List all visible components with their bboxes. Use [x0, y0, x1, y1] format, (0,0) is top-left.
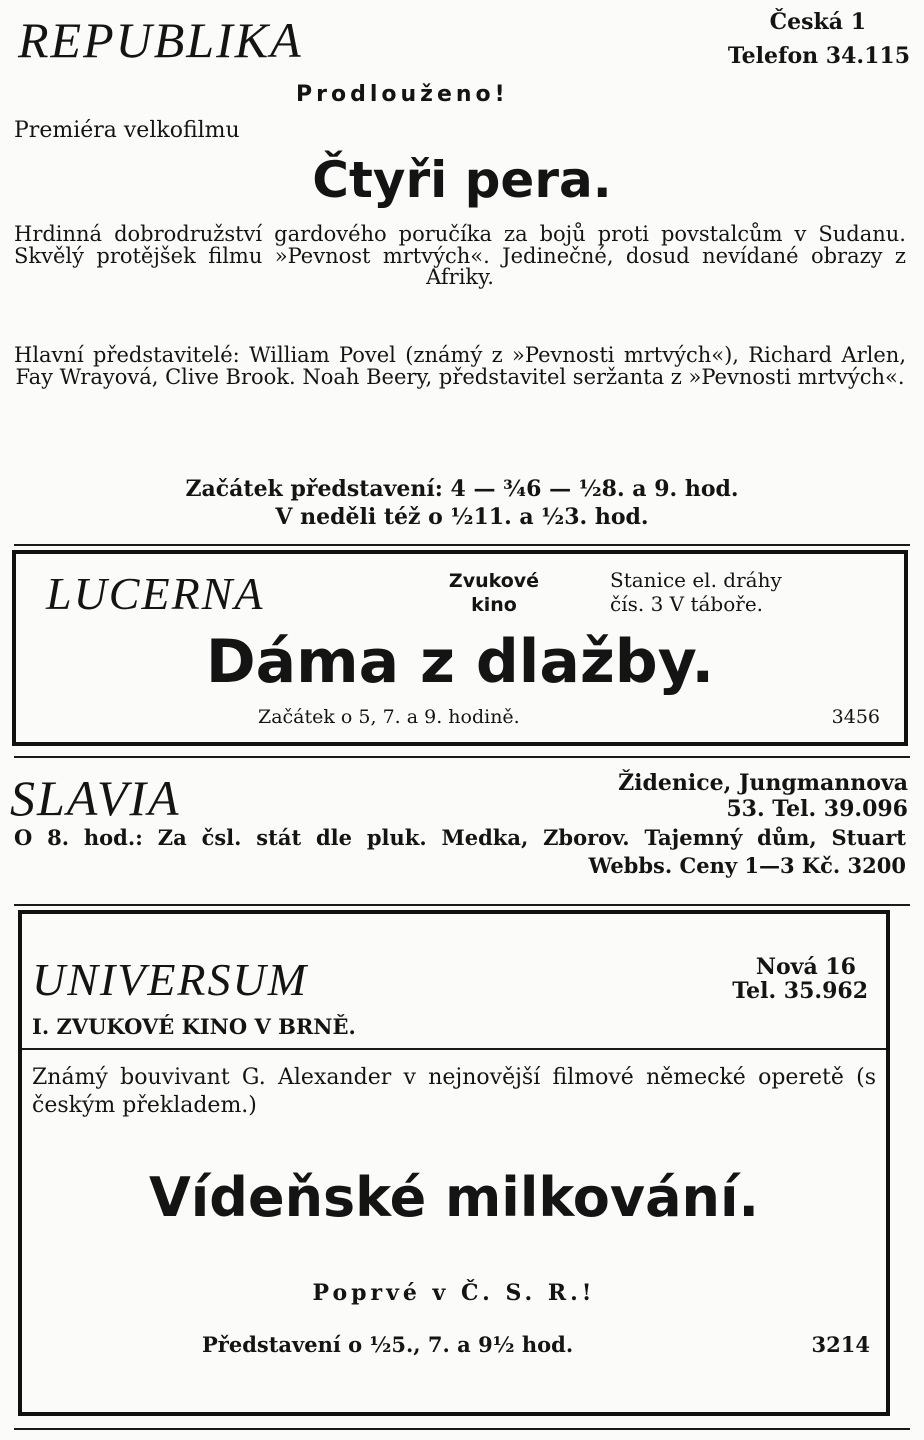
slavia-program: O 8. hod.: Za čsl. stát dle pluk. Medka, Zborov. Tajemný dům, Stuart Webbs. Ceny 1—3 Kč. 3200 [14, 825, 906, 878]
slavia-address: Židenice, Jungmannova 53. Tel. 39.096 [618, 770, 908, 822]
lucerna-kino-line1: Zvukové [448, 570, 540, 592]
lucerna-film-title: Dáma z dlažby. [205, 627, 715, 697]
republika-notice: Prodlouženo! [296, 82, 509, 107]
lucerna-showtimes: Začátek o 5, 7. a 9. hodině. [258, 706, 520, 728]
universum-ad-number: 3214 [811, 1332, 870, 1357]
universum-address-line1: Nová 16 [755, 954, 856, 980]
lucerna-ad-number: 3456 [831, 706, 880, 728]
republika-description: Hrdinná dobrodružství gardového poručíka za bojů proti povstalcům v Sudanu. Skvělý protějšek filmu »Pevnost mrtvých«. Jedinečné, dosud nevídané obrazy z Afriky. [14, 222, 906, 289]
slavia-name: SLAVIA [10, 770, 181, 826]
republika-film-title: Čtyři pera. [312, 151, 612, 209]
universum-address-line2: Tel. 35.962 [732, 978, 868, 1004]
lucerna-address-line1: Stanice el. dráhy [610, 568, 782, 592]
universum-intro: Známý bouvivant G. Alexander v nejnovější filmové německé operetě (s českým překladem.) [32, 1065, 876, 1118]
universum-film-title: Vídeňské milkování. [148, 1166, 759, 1229]
divider [14, 544, 910, 546]
lucerna-name: LUCERNA [46, 568, 265, 619]
lucerna-ad [12, 550, 908, 746]
republika-intro: Premiéra velkofilmu [14, 118, 240, 143]
universum-first-time: Poprvé v Č. S. R.! [312, 1280, 596, 1306]
republika-showtimes-line1: Začátek představení: 4 — ¾6 — ½8. a 9. hod. [185, 476, 739, 502]
universum-subtitle: I. ZVUKOVÉ KINO V BRNĚ. [32, 1014, 356, 1039]
lucerna-kino-line2: kino [471, 594, 517, 616]
divider [14, 904, 910, 906]
republika-address-line1: Česká 1 [769, 9, 866, 35]
universum-ad [18, 910, 890, 1416]
republika-showtimes-line2: V neděli též o ½11. a ½3. hod. [275, 504, 649, 530]
divider [22, 1048, 886, 1050]
lucerna-address-line2: čís. 3 V táboře. [610, 592, 764, 616]
republika-cast: Hlavní představitelé: William Povel (známý z »Pevnosti mrtvých«), Richard Arlen, Fay Wrayová, Clive Brook. Noah Beery, představitel seržanta z »Pevnosti mrtvých«. [14, 343, 906, 389]
divider [14, 1428, 910, 1430]
republika-address-line2: Telefon 34.115 [727, 43, 910, 69]
universum-name: UNIVERSUM [32, 954, 309, 1005]
republika-name: REPUBLIKA [18, 12, 303, 68]
universum-showtimes: Představení o ½5., 7. a 9½ hod. [202, 1332, 574, 1357]
divider [14, 756, 910, 758]
